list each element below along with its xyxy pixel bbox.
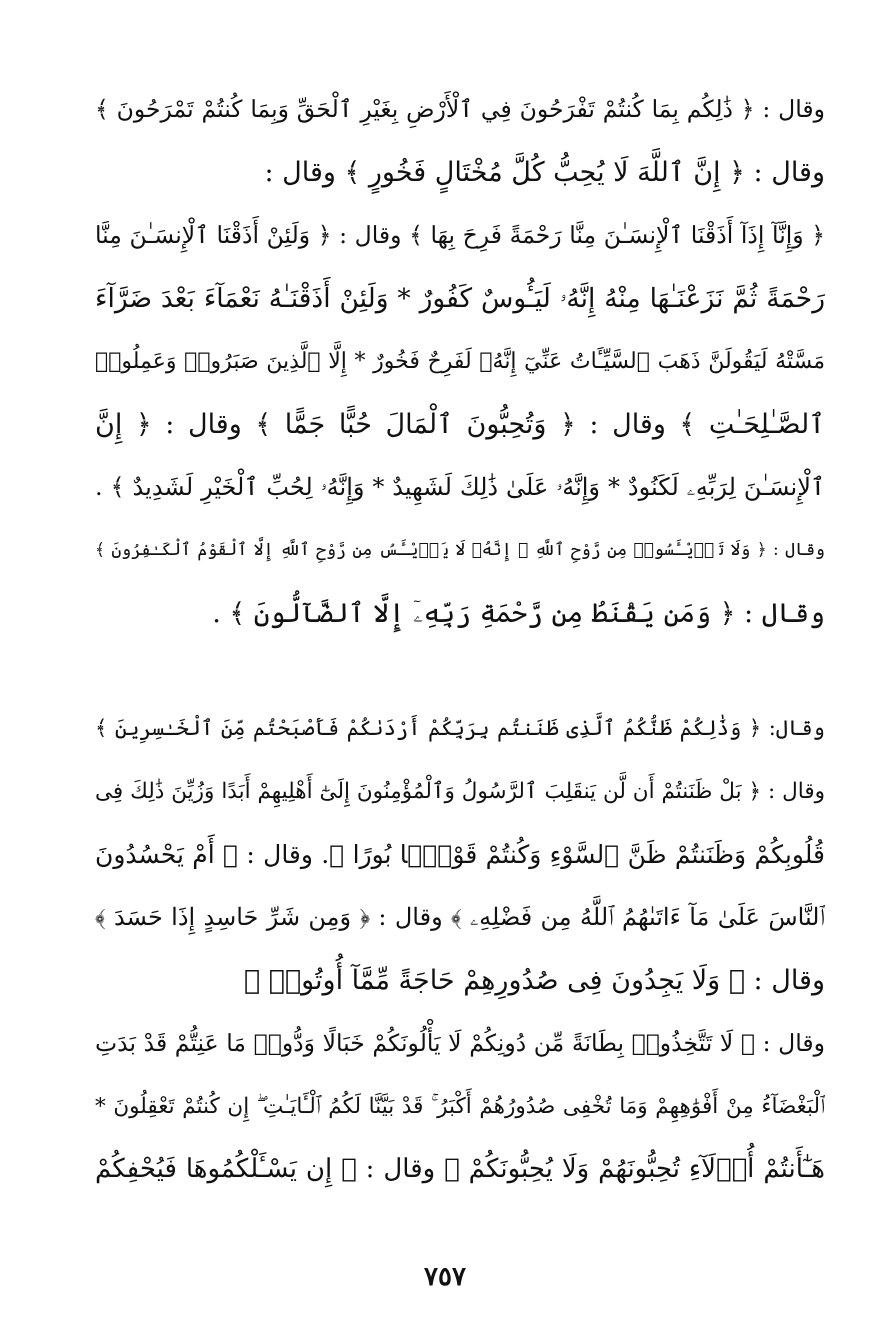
text-line: وقال : ﴿ ذَٰلِكُم بِمَا كُنتُمْ تَفْرَحُونَ فِي ٱلْأَرْضِ بِغَيْرِ ٱلْحَقِّ وَبِمَا كُنتُمْ تَمْرَحُونَ ﴾ xyxy=(95,95,825,123)
text-line: ٱلْبَغْضَآءُ مِنْ أَفْوَٰهِهِمْ وَمَا تُخْفِى صُدُورُهُمْ أَكْبَرُ ۚ قَدْ بَيَّنَّا لَكُمُ ٱلْـَٔايَـٰتِ ۖ إِن كُنتُمْ تَعْقِلُونَ * xyxy=(95,1094,825,1119)
text-line: ٱلْإِنسَـٰنَ لِرَبِّهِۦ لَكَنُودٌ * وَإِنَّهُۥ عَلَىٰ ذَٰلِكَ لَشَهِيدٌ * وَإِنَّهُۥ لِحُبِّ ٱلْخَيْرِ لَشَدِيدٌ ﴾ . xyxy=(95,473,825,501)
page-number: ٧٥٧ xyxy=(424,1262,466,1292)
text-line: وقال : ﴿ وَمَن يَقْنَطُ مِن رَّحْمَةِ رَبِّهِۦٓ إِلَّا ٱلضَّآلُّونَ ﴾ . xyxy=(212,598,825,629)
text-line: ﴿ وَإِنَّآ إِذَآ أَذَقْنَا ٱلْإِنسَـٰنَ مِنَّا رَحْمَةً فَرِحَ بِهَا ﴾ وقال : ﴿ وَلَئِنْ أَذَقْنَا ٱلْإِنسَـٰنَ مِنَّا xyxy=(95,221,825,249)
text-line: ٱلنَّاسَ عَلَىٰ مَآ ءَاتَىٰهُمُ ٱللَّهُ مِن فَضْلِهِۦ ﴾ وقال : ﴿ وَمِن شَرِّ حَاسِدٍ إِذَا حَسَدَ ﴾ xyxy=(95,903,825,931)
text-line: وقال : ﴿ لَا تَتَّخِذُوا۟ بِطَانَةً مِّن دُونِكُمْ لَا يَأْلُونَكُمْ خَبَالًا وَدُّوا۟ مَا عَنِتُّمْ قَدْ بَدَتِ xyxy=(95,1029,825,1057)
text-line: وقال : ﴿ بَلْ ظَنَنتُمْ أَن لَّن يَنقَلِبَ ٱلرَّسُولُ وَٱلْمُؤْمِنُونَ إِلَىٰٓ أَهْلِيهِمْ أَبَدًا وَزُيِّنَ ذَٰلِكَ فِى xyxy=(95,779,825,804)
text-line: وقال : ﴿ إِنَّ ٱللَّهَ لَا يُحِبُّ كُلَّ مُخْتَالٍ فَخُورٍ ﴾ وقال : xyxy=(264,157,825,188)
text-line: قُلُوبِكُمْ وَظَنَنتُمْ ظَنَّ ٱلسَّوْءِ وَكُنتُمْ قَوْمًۢا بُورًا ﴾. وقال : ﴿ أَمْ يَحْسُدُونَ xyxy=(95,840,825,869)
text-line: وقال : ﴿ وَلَا يَجِدُونَ فِى صُدُورِهِمْ حَاجَةً مِّمَّآ أُوتُوا۟ ﴾ xyxy=(243,965,825,996)
section-2 xyxy=(95,697,825,1201)
section-1 xyxy=(95,78,825,645)
text-line: وقال : ﴿ وَلَا تَا۟يْـَٔسُوا۟ مِن رَّوْحِ ٱللَّهِ ۖ إِنَّهُۥ لَا يَا۟يْـَٔسُ مِن رَّوْحِ ٱللَّهِ إِلَّا ٱلْقَوْمُ ٱلْكَـٰفِرُونَ ﴾ xyxy=(95,540,825,560)
section-gap xyxy=(95,645,825,697)
text-line: رَحْمَةً ثُمَّ نَزَعْنَـٰهَا مِنْهُ إِنَّهُۥ لَيَـُٔوسٌ كَفُورٌ * وَلَئِنْ أَذَقْنَـٰهُ نَعْمَآءَ بَعْدَ ضَرَّآءَ xyxy=(95,283,825,314)
page-body xyxy=(95,78,825,1201)
text-line: وقال: ﴿ وَذَٰلِكُمْ ظَنُّكُمُ ٱلَّذِى ظَنَنتُم بِرَبِّكُمْ أَرْدَىٰكُمْ فَأَصْبَحْتُم مِّنَ ٱلْخَـٰسِرِينَ ﴾ xyxy=(95,716,825,740)
text-line: مَسَّتْهُ لَيَقُولَنَّ ذَهَبَ ٱلسَّيِّـَٔاتُ عَنِّيٓ إِنَّهُۥ لَفَرِحٌ فَخُورٌ * إِلَّا ٱلَّذِينَ صَبَرُوا۟ وَعَمِلُوا۟ xyxy=(95,349,825,374)
text-line: هَـٰٓأَنتُمْ أُو۟لَآءِ تُحِبُّونَهُمْ وَلَا يُحِبُّونَكُمْ ﴾ وقال : ﴿ إِن يَسْـَٔلْكُمُوهَا فَيُحْفِكُمْ xyxy=(95,1154,825,1184)
text-line: ٱلصَّـٰلِحَـٰتِ ﴾ وقال : ﴿ وَتُحِبُّونَ ٱلْمَالَ حُبًّا جَمًّا ﴾ وقال : ﴿ إِنَّ xyxy=(95,409,825,440)
